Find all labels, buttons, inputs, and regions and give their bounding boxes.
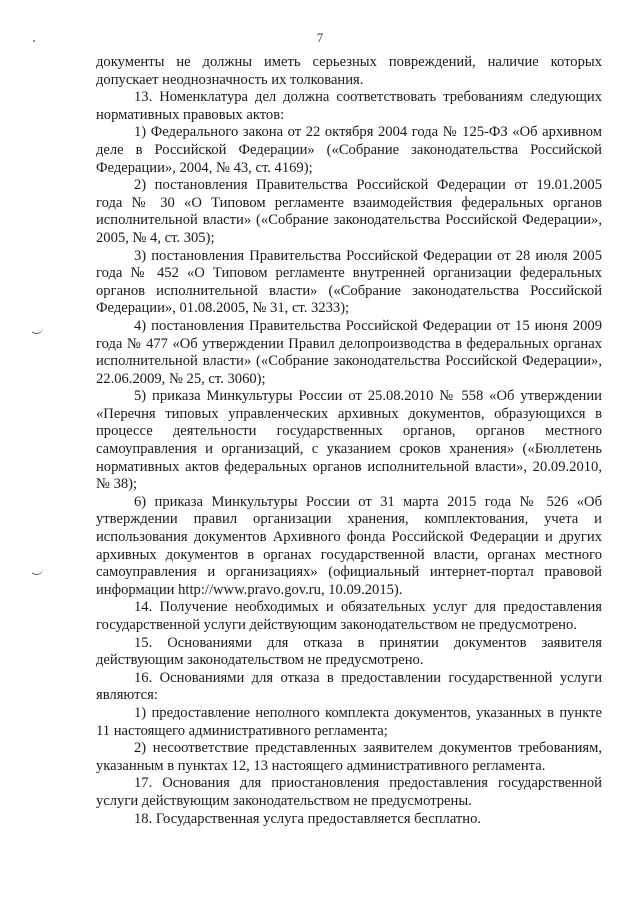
paragraph-16-item-1: 1) предоставление неполного комплекта документов, указанных в пункте 11 настоящего административного регламента; — [96, 704, 602, 739]
paragraph-13-item-4: 4) постановления Правительства Российской Федерации от 15 июня 2009 года № 477 «Об утверждении Правил делопроизводства в федеральных органах исполнительной власти» («Собрание законодательства Российской Федерации», 22.06.2009, № 25, ст. 3060); — [96, 317, 602, 387]
paragraph-13-item-1: 1) Федерального закона от 22 октября 2004 года № 125-ФЗ «Об архивном деле в Российской Федерации» («Собрание законодательства Российской Федерации», 2004, № 43, ст. 4169); — [96, 124, 602, 176]
paragraph-continuation: документы не должны иметь серьезных повреждений, наличие которых допускает неоднозначность их толкования. — [96, 54, 602, 88]
binding-mark-lower — [30, 568, 43, 575]
paragraph-17: 17. Основания для приостановления предоставления государственной услуги действующим законодательством не предусмотрены. — [96, 775, 602, 809]
paragraph-13-item-3: 3) постановления Правительства Российской Федерации от 28 июля 2005 года № 452 «О Типовом регламенте внутренней организации федеральных органов исполнительной власти» («Собрание законодательства Российской Федерации», 01.08.2005, № 31, ст. 3233); — [96, 247, 602, 317]
scan-dot — [33, 40, 35, 42]
paragraph-15: 15. Основаниями для отказа в принятии документов заявителя действующим законодательством не предусмотрено. — [96, 634, 602, 669]
paragraph-16-item-2: 2) несоответствие представленных заявителем документов требованиям, указанным в пунктах 12, 13 настоящего административного регламента. — [96, 740, 602, 774]
paragraph-16: 16. Основаниями для отказа в предоставлении государственной услуги являются: — [96, 669, 602, 704]
document-body — [96, 54, 602, 828]
paragraph-13: 13. Номенклатура дел должна соответствовать требованиям следующих нормативных правовых актов: — [96, 89, 602, 123]
paragraph-13-item-2: 2) постановления Правительства Российской Федерации от 19.01.2005 года № 30 «О Типовом регламенте взаимодействия федеральных органов исполнительной власти» («Собрание законодательства Российской Федерации», 2005, № 4, ст. 305); — [96, 177, 602, 246]
paragraph-13-item-6: 6) приказа Минкультуры России от 31 марта 2015 года № 526 «Об утверждении правил организации хранения, комплектования, учета и использования документов Архивного фонда Российской Федерации и других архивных документов в органах государственной власти, органах местного самоуправления и организациях» (официальный интернет-портал правовой информации http://www.pravo.gov.ru, 10.09.2015). — [96, 493, 602, 598]
paragraph-14: 14. Получение необходимых и обязательных услуг для предоставления государственной услуги действующим законодательством не предусмотрено. — [96, 599, 602, 633]
paragraph-13-item-5: 5) приказа Минкультуры России от 25.08.2010 № 558 «Об утверждении «Перечня типовых управленческих архивных документов, образующихся в процессе деятельности государственных органов, органов местного самоуправления и организаций, с указанием сроков хранения» («Бюллетень нормативных актов федеральных органов исполнительной власти», 20.09.2010, № 38); — [96, 388, 602, 493]
binding-mark-upper — [30, 327, 43, 334]
page-number: 7 — [316, 30, 324, 45]
paragraph-18: 18. Государственная услуга предоставляется бесплатно. — [134, 810, 482, 827]
